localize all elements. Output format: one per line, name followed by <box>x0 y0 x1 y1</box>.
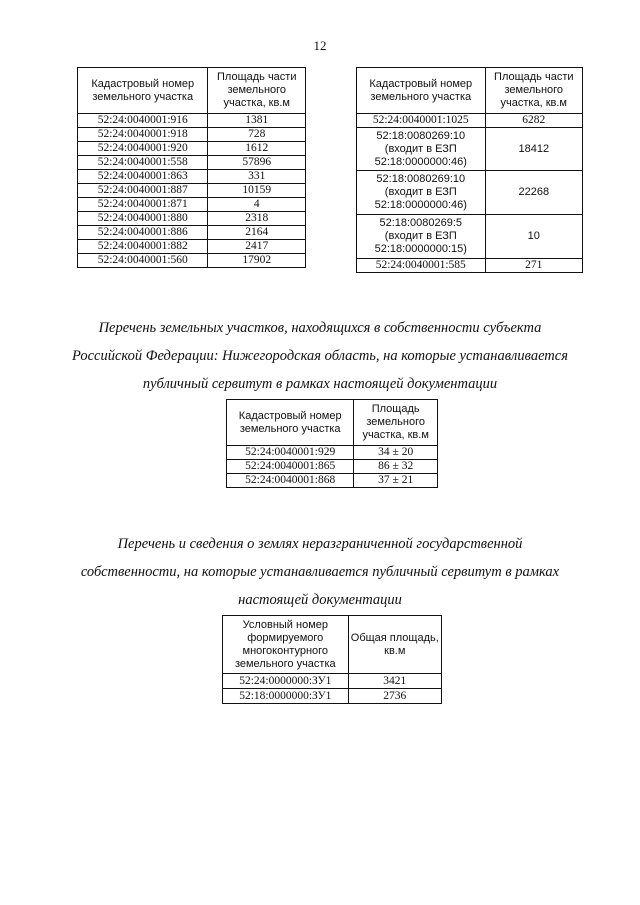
cell-conditional-number: 52:18:0000000:ЗУ1 <box>223 689 349 704</box>
table-row <box>223 689 442 704</box>
cell-area: 86 ± 32 <box>354 460 438 474</box>
cell-cadastral <box>357 128 486 171</box>
table-row <box>227 460 438 474</box>
cell-cadastral: 52:24:0040001:863 <box>78 170 208 184</box>
cell-cadastral: 52:24:0040001:585 <box>357 259 486 273</box>
cell-area: 10 <box>485 215 582 259</box>
cell-cadastral: 52:24:0040001:916 <box>78 114 208 128</box>
cadastral-line: (входит в ЕЗП <box>384 142 457 155</box>
heading-line: Перечень и сведения о землях неразграниченной государственной <box>117 536 523 552</box>
cell-area: 2736 <box>348 689 441 704</box>
table-row <box>78 142 306 156</box>
cell-cadastral: 52:24:0040001:918 <box>78 128 208 142</box>
table-unallocated-lands <box>222 615 442 704</box>
cell-area: 4 <box>208 198 306 212</box>
cell-conditional-number: 52:24:0000000:ЗУ1 <box>223 674 349 689</box>
cell-cadastral: 52:24:0040001:558 <box>78 156 208 170</box>
table-row <box>78 156 306 170</box>
cell-area: 728 <box>208 128 306 142</box>
cell-cadastral: 52:24:0040001:929 <box>227 446 354 460</box>
cadastral-line: 52:18:0000000:15) <box>374 243 467 255</box>
cell-cadastral: 52:24:0040001:887 <box>78 184 208 198</box>
cell-cadastral: 52:24:0040001:886 <box>78 226 208 240</box>
cell-area: 2318 <box>208 212 306 226</box>
cell-area: 22268 <box>485 171 582 215</box>
table-row <box>78 212 306 226</box>
cell-cadastral: 52:24:0040001:882 <box>78 240 208 254</box>
cadastral-line: (входит в ЕЗП <box>384 186 457 198</box>
cell-cadastral: 52:24:0040001:865 <box>227 460 354 474</box>
cell-cadastral: 52:24:0040001:560 <box>78 254 208 268</box>
heading-subject-owned-lands <box>0 314 640 398</box>
heading-line: настоящей документации <box>238 592 402 608</box>
table-land-parts-left <box>77 67 306 268</box>
cell-area: 17902 <box>208 254 306 268</box>
cell-area: 57896 <box>208 156 306 170</box>
table-row <box>78 170 306 184</box>
cell-cadastral: 52:24:0040001:1025 <box>357 114 486 128</box>
cadastral-line: 52:18:0000000:46) <box>374 199 467 211</box>
header-area-part: Площадь части земельного участка, кв.м <box>485 68 582 114</box>
table-row <box>78 240 306 254</box>
cell-area: 34 ± 20 <box>354 446 438 460</box>
cell-area: 1612 <box>208 142 306 156</box>
table-row <box>78 198 306 212</box>
table-row <box>357 128 583 171</box>
header-cadastral-number: Кадастровый номер земельного участка <box>78 68 208 114</box>
header-area-part: Площадь части земельного участка, кв.м <box>208 68 306 114</box>
cell-area: 2164 <box>208 226 306 240</box>
table-row <box>227 446 438 460</box>
cadastral-line: 52:18:0080269:10 <box>376 173 466 185</box>
table-subject-owned-lands <box>226 399 438 488</box>
cadastral-line: 52:18:0000000:46) <box>374 155 467 168</box>
table-row <box>78 226 306 240</box>
cell-cadastral: 52:24:0040001:920 <box>78 142 208 156</box>
cell-cadastral: 52:24:0040001:880 <box>78 212 208 226</box>
header-cadastral-number: Кадастровый номер земельного участка <box>357 68 486 114</box>
table-row <box>78 184 306 198</box>
heading-line: собственности, на которые устанавливается публичный сервитут в рамках <box>80 564 560 580</box>
cell-area: 331 <box>208 170 306 184</box>
table-row <box>78 114 306 128</box>
header-total-area: Общая площадь, кв.м <box>348 616 441 674</box>
cell-area: 6282 <box>485 114 582 128</box>
heading-line: Российской Федерации: Нижегородская область, на которые устанавливается <box>72 348 568 364</box>
heading-line: Перечень земельных участков, находящихся в собственности субъекта <box>98 320 542 336</box>
cadastral-line: 52:18:0080269:10 <box>376 129 466 142</box>
cell-cadastral: 52:24:0040001:868 <box>227 474 354 488</box>
heading-unallocated-lands <box>0 530 640 614</box>
cell-area: 271 <box>485 259 582 273</box>
table-row <box>357 171 583 215</box>
table-row <box>357 114 583 128</box>
cell-area: 1381 <box>208 114 306 128</box>
header-area: Площадь земельного участка, кв.м <box>354 400 438 446</box>
header-conditional-number: Условный номер формируемого многоконтурного земельного участка <box>223 616 349 674</box>
cell-area: 3421 <box>348 674 441 689</box>
cell-cadastral: 52:24:0040001:871 <box>78 198 208 212</box>
cell-cadastral <box>357 171 486 215</box>
cell-area: 37 ± 21 <box>354 474 438 488</box>
page-number: 12 <box>313 38 327 53</box>
table-row <box>78 254 306 268</box>
table-row <box>357 215 583 259</box>
table-row <box>227 474 438 488</box>
heading-line: публичный сервитут в рамках настоящей документации <box>142 376 498 392</box>
cadastral-line: 52:18:0080269:5 <box>379 217 463 229</box>
table-row <box>78 128 306 142</box>
cell-area: 18412 <box>485 128 582 171</box>
cadastral-line: (входит в ЕЗП <box>384 230 457 242</box>
header-cadastral-number: Кадастровый номер земельного участка <box>227 400 354 446</box>
cell-area: 10159 <box>208 184 306 198</box>
table-row <box>357 259 583 273</box>
table-row <box>223 674 442 689</box>
table-land-parts-right <box>356 67 583 273</box>
cell-area: 2417 <box>208 240 306 254</box>
cell-cadastral <box>357 215 486 259</box>
